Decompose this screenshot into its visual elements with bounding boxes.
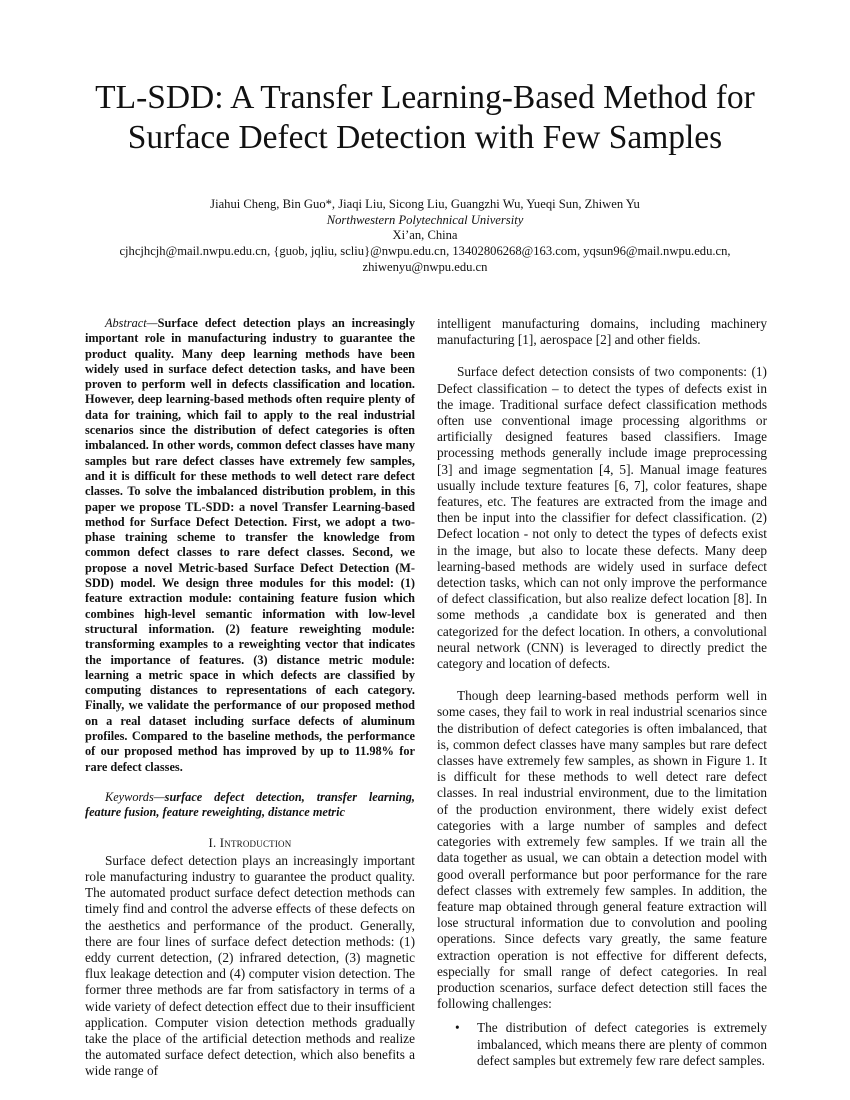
keywords-label: Keywords— xyxy=(105,789,165,804)
intro-paragraph-2: Surface defect detection consists of two components: (1) Defect classification – to detect the types of defects exist in the image. Traditional surface defect classification methods often use conventional image processing algorithms or artificially designed features based classifiers. Image processing methods generally include image preprocessing [3] and image segmentation [4, 5]. Manual image features usually include texture features [6, 7], color features, shape features, etc. The features are extracted from the image and then be input into the classifier for defect classification. (2) Defect location - not only to detect the types of defects exist in the image, but also to locate these defects. Many deep learning-based methods are widely used in surface defect detection tasks, which can not only improve the performance of defect classification, but also realize defect location [8]. In some methods ,a candidate box is generated and then categorized for the defect location. In others, a convolutional neural network (CNN) is leveraged to directly predict the category and location of defects. xyxy=(437,364,767,672)
emails-line-2: zhiwenyu@nwpu.edu.cn xyxy=(362,259,488,274)
right-column xyxy=(437,316,767,1069)
left-column xyxy=(85,316,415,1080)
emails-line-1: cjhcjhcjh@mail.nwpu.edu.cn, {guob, jqliu, scliu}@nwpu.edu.cn, 13402806268@163.com, yqsun96@mail.nwpu.edu.cn, xyxy=(119,244,731,259)
bullet-marker: • xyxy=(455,1020,460,1036)
intro-paragraph-1-continued: intelligent manufacturing domains, including machinery manufacturing [1], aerospace [2] and other fields. xyxy=(437,316,767,348)
author-block xyxy=(60,197,790,276)
keywords-paragraph xyxy=(85,790,415,821)
keywords-text: surface defect detection, transfer learning, feature fusion, feature reweighting, distance metric xyxy=(85,789,415,820)
author-list: Jiahui Cheng, Bin Guo*, Jiaqi Liu, Sicong Liu, Guangzhi Wu, Yueqi Sun, Zhiwen Yu xyxy=(210,197,640,211)
affiliation: Northwestern Polytechnical University xyxy=(326,212,524,227)
challenge-item-1 xyxy=(437,1020,767,1069)
abstract-label: Abstract— xyxy=(105,316,158,330)
abstract xyxy=(85,316,415,775)
abstract-text: Surface defect detection plays an increasingly important role in manufacturing industry to guarantee the product quality. Many deep learning methods have been widely used in surface defect detection tasks, and have been proven to perform well in defects classification and location. However, deep learning-based methods often require plenty of data for training, which fail to apply to the real industrial scenarios since the distribution of defect categories is often imbalanced. In other words, common defect classes have many samples but rare defect classes have extremely few samples, and it is difficult for these methods to well detect rare defect classes. To solve the imbalanced distribution problem, in this paper we propose TL-SDD: a novel Transfer Learning-based method for Surface Defect Detection. First, we adopt a two-phase training scheme to transfer the knowledge from common defect classes to rare defect classes. Second, we propose a novel Metric-based Surface Defect Detection (M-SDD) model. We design three modules for this model: (1) feature extraction module: containing feature fusion which combines high-level semantic information with low-level structural information. (2) feature reweighting module: transforming examples to a reweighting vector that indicates the importance of features. (3) distance metric module: learning a metric space in which defects are classified by computing distances to representations of each category. Finally, we validate the performance of our proposed method on a real dataset including surface defects of aluminum profiles. Compared to the baseline methods, the performance of our proposed method has improved by up to 11.98% for rare defect classes. xyxy=(85,316,415,774)
intro-paragraph-3: Though deep learning-based methods perform well in some cases, they fail to work in real industrial scenarios since the distribution of defect categories is often imbalanced, that is, common defect classes have many samples but rare defect classes have extremely few samples, as shown in Figure 1. It is difficult for these methods to well detect rare defect classes. In real industrial environment, due to the limitation of the production environment, there widely exist defect categories with a large number of samples and defect categories with extremely few samples. If we train all the data together as usual, we can obtain a detection model with good overall performance but poor performance for the rare defect classes with extremely few samples. In addition, the feature map obtained through general feature extraction will lose structural information due to convolution and pooling operations. Since defects vary greatly, the same feature extraction operation is not effective for different defects, especially for small range of defect categories. In real production scenarios, surface defect detection still faces the following challenges: xyxy=(437,688,767,1012)
challenges-list xyxy=(437,1020,767,1069)
challenge-item-1-text: The distribution of defect categories is extremely imbalanced, which means there are plenty of common defect samples but extremely few rare defect samples. xyxy=(477,1020,767,1068)
paper-title xyxy=(60,78,790,158)
section-heading-introduction: I. Introduction xyxy=(208,835,292,850)
title-line-1: TL-SDD: A Transfer Learning-Based Method for xyxy=(95,79,755,116)
location: Xi’an, China xyxy=(392,228,458,243)
abstract-paragraph xyxy=(85,316,415,775)
title-line-2: Surface Defect Detection with Few Samples xyxy=(127,119,723,156)
intro-paragraph-1: Surface defect detection plays an increasingly important role manufacturing industry to guarantee the product quality. The automated product surface defect detection methods can timely find and control the adverse effects of these defects on the aesthetics and performance of the product. Generally, there are four lines of surface defect detection methods: (1) eddy current detection, (2) infrared detection, (3) magnetic flux leakage detection and (4) computer vision detection. The former three methods are far from satisfactory in terms of a wide variety of defect detection effect due to their insufficient application. Computer vision detection methods gradually take the place of the artificial detection methods and realize the automated surface defect detection, which also benefits a wide range of xyxy=(85,852,415,1079)
keywords xyxy=(85,790,415,821)
